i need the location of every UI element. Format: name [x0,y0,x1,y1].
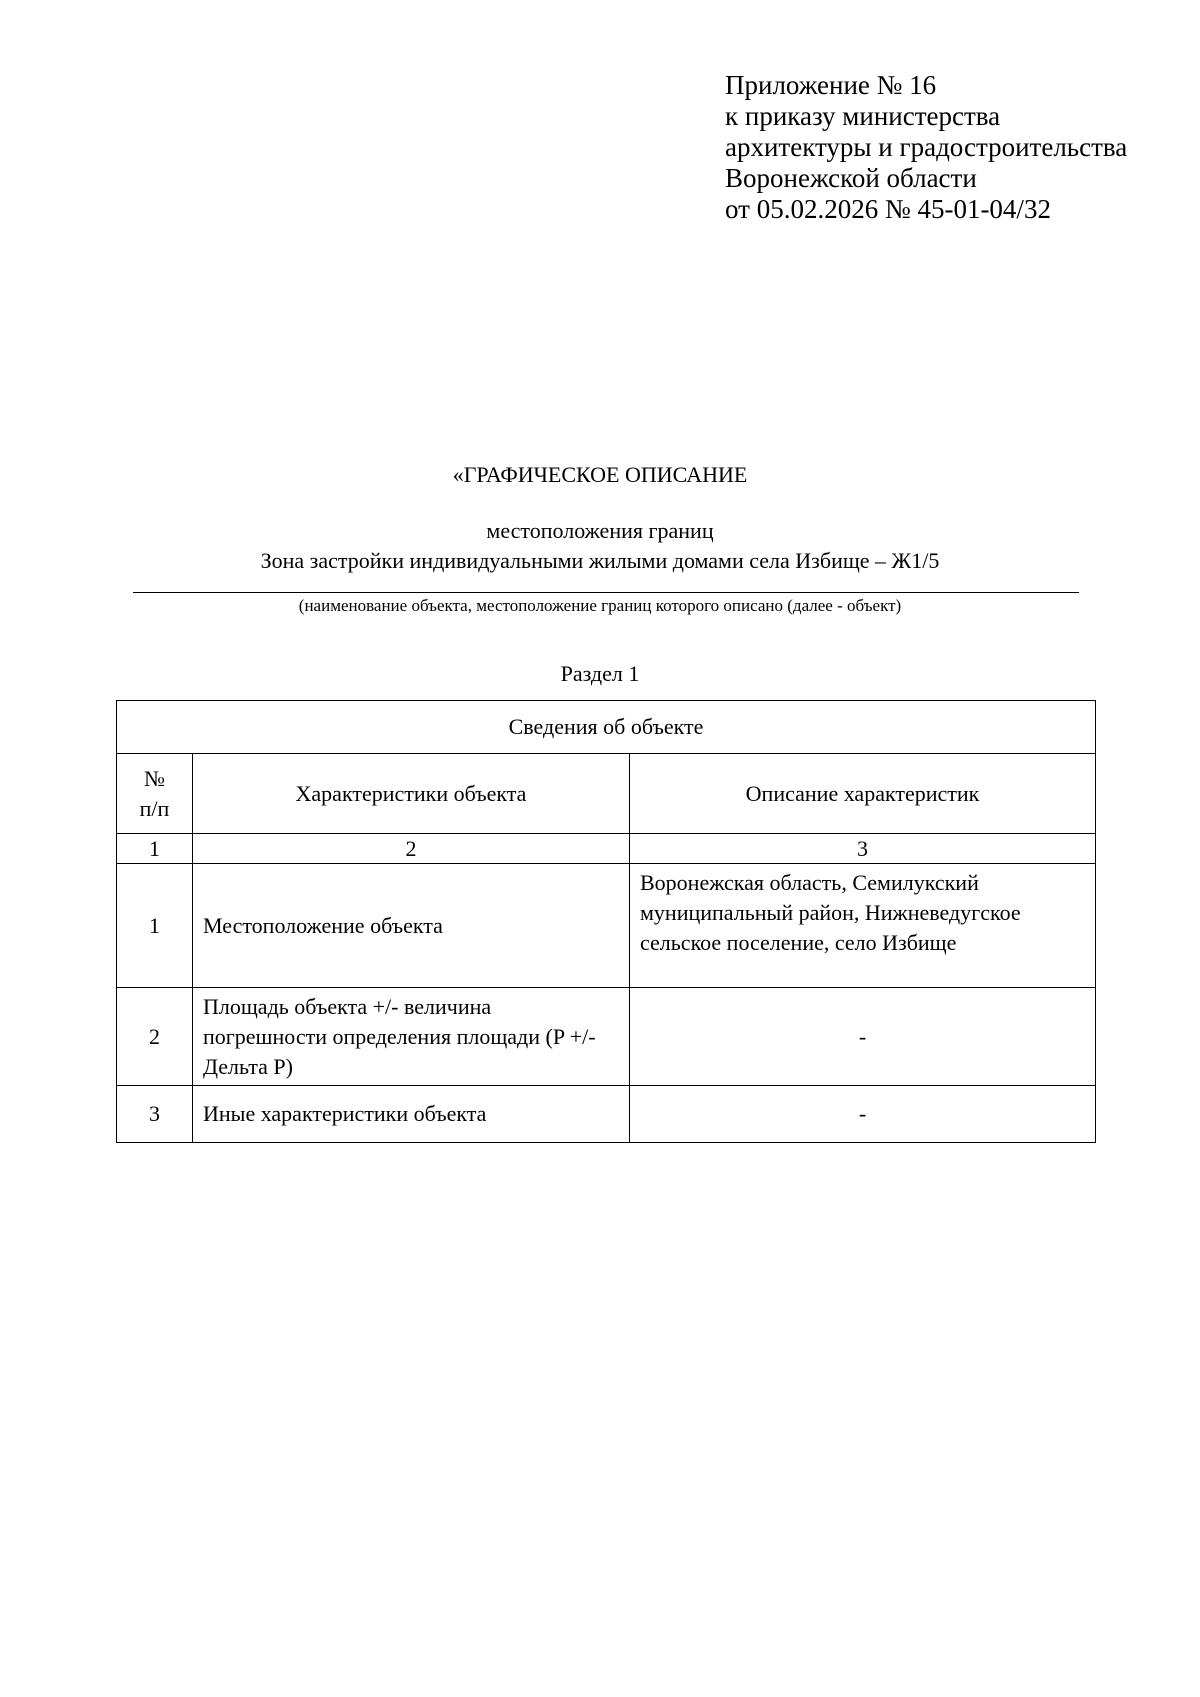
appendix-line: Воронежской области [725,163,977,193]
header-number-line2: п/п [139,795,170,821]
row-characteristic: Иные характеристики объекта [193,1086,630,1143]
document-title: «ГРАФИЧЕСКОЕ ОПИСАНИЕ [452,462,748,487]
object-info-table [116,700,1096,1143]
table-row [117,988,1096,1086]
row-description: - [630,1086,1096,1143]
table-row [117,1086,1096,1143]
row-description: Воронежская область, Семилукский муниципальный район, Нижневедугское сельское поселение, село Избище [630,864,1096,988]
object-name-caption: (наименование объекта, местоположение границ которого описано (далее - объект) [298,596,902,615]
appendix-line: Приложение № 16 [725,70,937,100]
object-name: Зона застройки индивидуальными жилыми домами села Избище – Ж1/5 [260,548,940,573]
row-description: - [630,988,1096,1086]
object-name-underline [133,592,1079,593]
row-characteristic: Местоположение объекта [193,864,630,988]
appendix-line: от 05.02.2026 № 45-01-04/32 [725,194,1051,224]
appendix-line: архитектуры и градостроительства [725,132,1128,162]
column-number: 3 [630,834,1096,864]
appendix-block [725,70,1127,225]
table-header-row [117,754,1096,834]
section-label: Раздел 1 [560,661,640,686]
table-row [117,864,1096,988]
row-characteristic: Площадь объекта +/- величина погрешности определения площади (P +/- Дельта P) [193,988,630,1086]
header-number [117,754,193,834]
column-numbers-row [117,834,1096,864]
document-subtitle-block [0,516,1200,576]
row-number: 3 [117,1086,193,1143]
header-description: Описание характеристик [630,754,1096,834]
row-number: 1 [117,864,193,988]
header-number-line1: № [144,765,165,791]
document-subtitle: местоположения границ [486,518,714,543]
appendix-line: к приказу министерства [725,101,1001,131]
header-characteristic: Характеристики объекта [193,754,630,834]
row-number: 2 [117,988,193,1086]
column-number: 2 [193,834,630,864]
column-number: 1 [117,834,193,864]
table-caption: Сведения об объекте [117,701,1096,754]
table-caption-row [117,701,1096,754]
